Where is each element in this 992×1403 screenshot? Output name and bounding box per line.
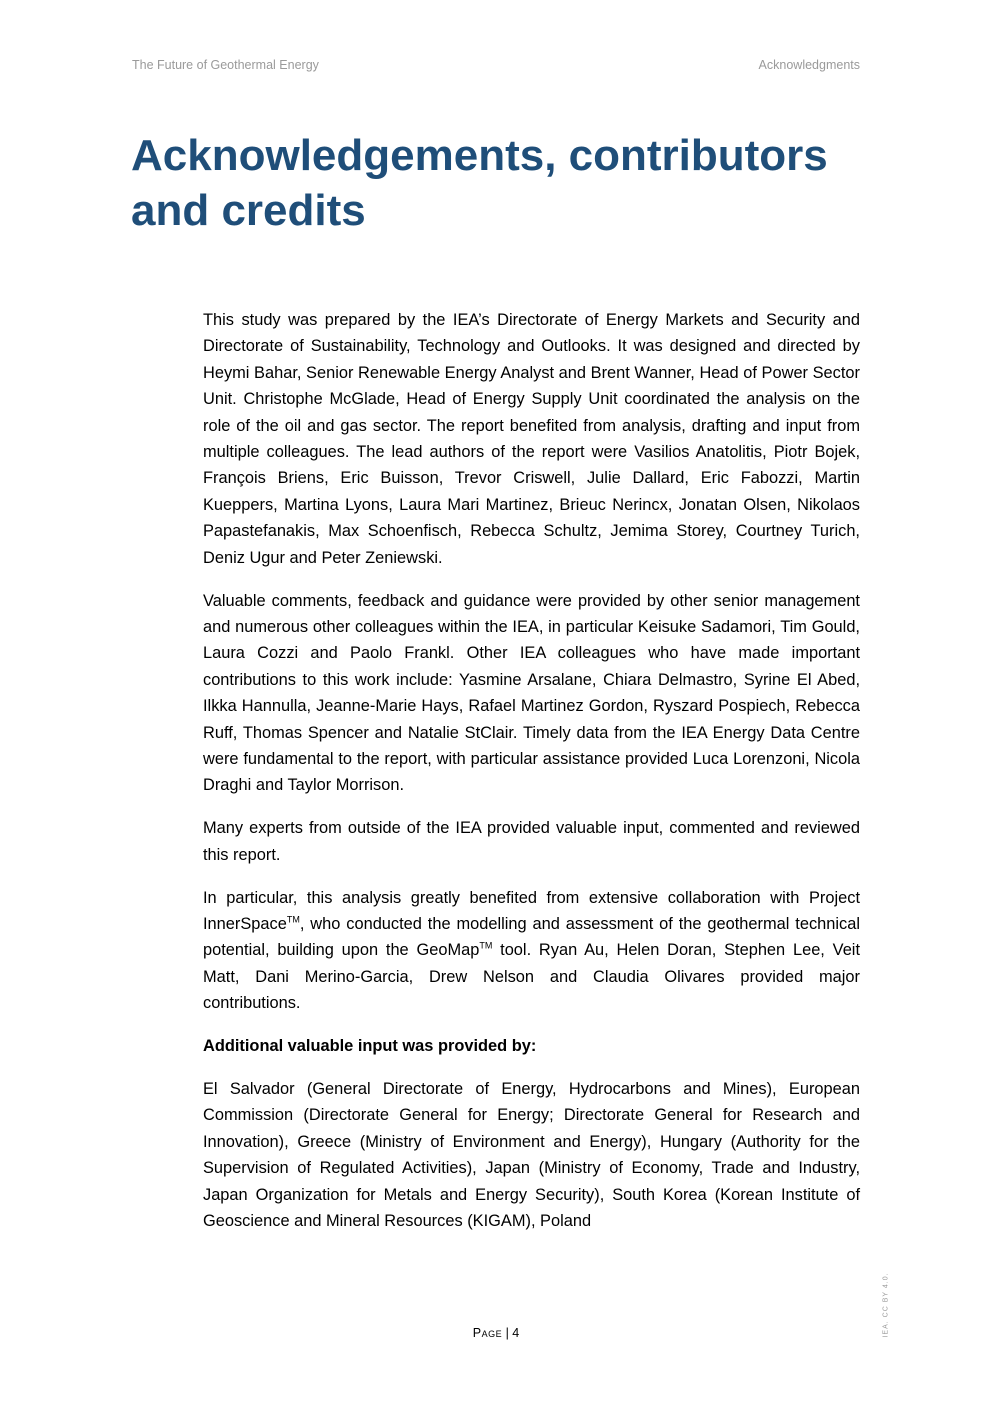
- page-title-line-1: Acknowledgements, contributors: [131, 131, 828, 180]
- page-footer: [0, 1326, 992, 1340]
- paragraph-authors: This study was prepared by the IEA’s Directorate of Energy Markets and Security and Directorate of Sustainability, Technology and Outlooks. It was designed and directed by Heymi Bahar, Senior Renewable Energy Analyst and Brent Wanner, Head of Power Sector Unit. Christophe McGlade, Head of Energy Supply Unit coordinated the analysis on the role of the oil and gas sector. The report benefited from analysis, drafting and input from multiple colleagues. The lead authors of the report were Vasilios Anatolitis, Piotr Bojek, François Briens, Eric Buisson, Trevor Criswell, Julie Dallard, Eric Fabozzi, Martin Kueppers, Martina Lyons, Laura Mari Martinez, Brieuc Nerincx, Jonatan Olsen, Nikolaos Papastefanakis, Max Schoenfisch, Rebecca Schultz, Jemima Storey, Courtney Turich, Deniz Ugur and Peter Zeniewski.: [203, 311, 860, 567]
- paragraph-iea-colleagues: Valuable comments, feedback and guidance were provided by other senior management and numerous other colleagues within the IEA, in particular Keisuke Sadamori, Tim Gould, Laura Cozzi and Paolo Frankl. Other IEA colleagues who have made important contributions to this work include: Yasmine Arsalane, Chiara Delmastro, Syrine El Abed, Ilkka Hannulla, Jeanne-Marie Hays, Rafael Martinez Gordon, Ryszard Pospiech, Rebecca Ruff, Thomas Spencer and Natalie StClair. Timely data from the IEA Energy Data Centre were fundamental to the report, with particular assistance provided Luca Lorenzoni, Nicola Draghi and Taylor Morrison.: [203, 591, 860, 795]
- body-text: [203, 307, 860, 1251]
- trademark-mark: TM: [479, 940, 493, 951]
- license-text: IEA. CC BY 4.0.: [882, 1272, 890, 1338]
- page-separator: |: [502, 1326, 513, 1340]
- page-number: 4: [512, 1326, 520, 1340]
- innerspace-text-b: , who conducted the modelling and assessment of the geothermal technical potential, building upon the GeoMap: [203, 915, 860, 960]
- page-title-line-2: and credits: [131, 186, 366, 235]
- innerspace-text-c: tool. Ryan Au, Helen Doran, Stephen Lee, Veit Matt, Dani Merino-Garcia, Drew Nelson and Claudia Olivares provided major contributions.: [203, 941, 860, 1013]
- running-header: [132, 58, 860, 72]
- additional-input-heading: Additional valuable input was provided by:: [203, 1037, 537, 1056]
- page-title: [131, 128, 871, 238]
- header-section-name: Acknowledgments: [758, 58, 860, 72]
- innerspace-text-a: In particular, this analysis greatly benefited from extensive collaboration with Project InnerSpace: [203, 888, 860, 934]
- header-document-title: The Future of Geothermal Energy: [132, 58, 319, 72]
- license-notice: [876, 1270, 896, 1340]
- paragraph-project-innerspace: [203, 885, 860, 1017]
- trademark-mark: TM: [286, 914, 300, 925]
- paragraph-external-experts: Many experts from outside of the IEA provided valuable input, commented and reviewed this report.: [203, 819, 860, 864]
- page-label: Page: [472, 1326, 503, 1340]
- paragraph-additional-input: El Salvador (General Directorate of Energy, Hydrocarbons and Mines), European Commission (Directorate General for Energy; Directorate General for Research and Innovation), Greece (Ministry of Environment and Energy), Hungary (Authority for the Supervision of Regulated Activities), Japan (Ministry of Economy, Trade and Industry, Japan Organization for Metals and Energy Security), South Korea (Korean Institute of Geoscience and Mineral Resources (KIGAM), Poland: [203, 1080, 860, 1231]
